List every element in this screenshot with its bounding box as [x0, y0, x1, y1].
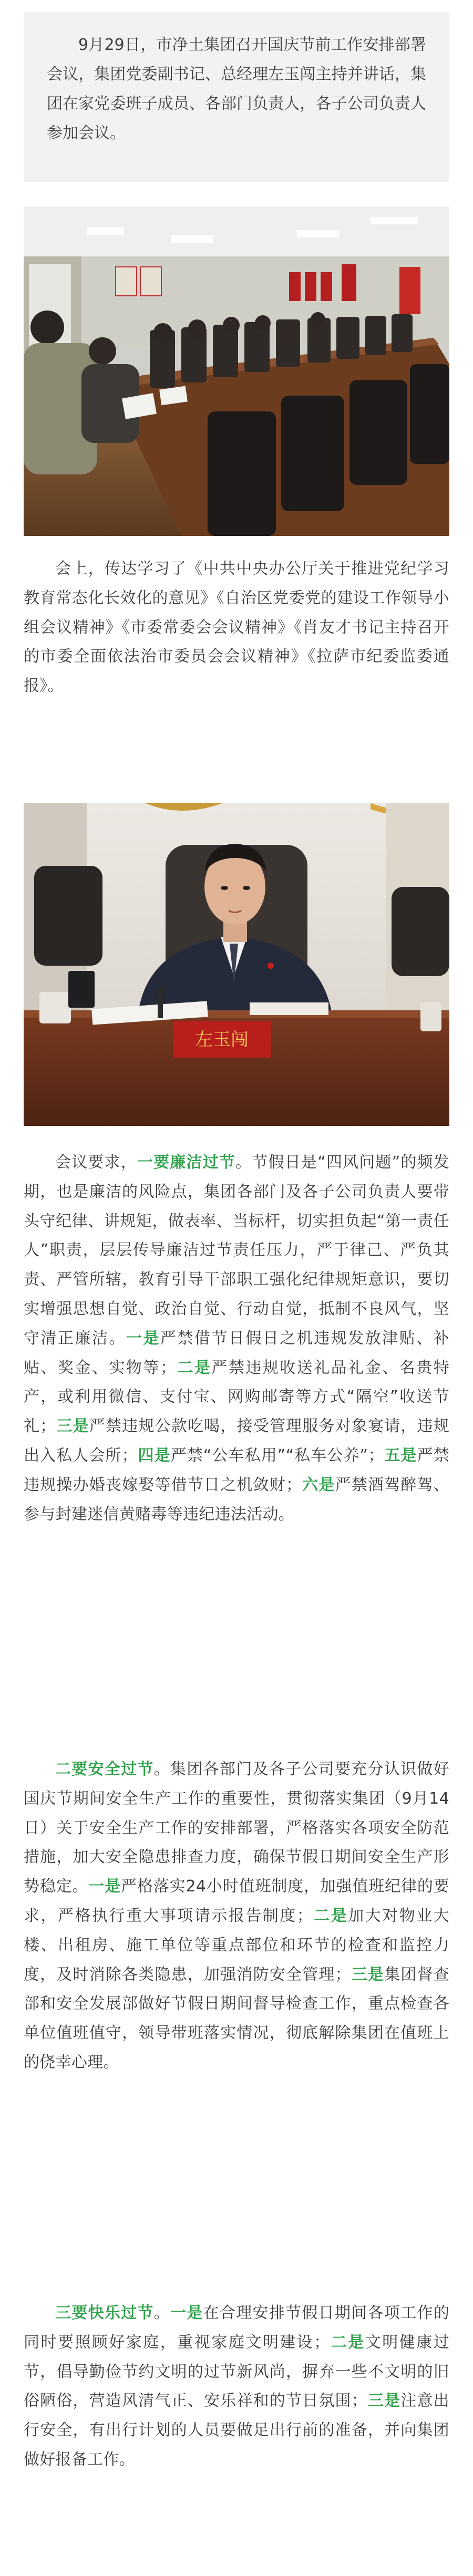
para4-text-3: 文明健康过节，倡导勤俭节约文明的过节新风尚，摒弃一些不文明的旧俗陋俗，营造风清气正、安乐祥和的节日氛围；	[24, 2333, 449, 2411]
paragraph-happy	[24, 2299, 449, 2475]
nameplate-text: 左玉闯	[195, 1029, 249, 1050]
speaker-photo	[24, 803, 449, 1126]
para2-text-2: 严禁借节日假日之机违规发放津贴、补贴、奖金、实物等；	[24, 1329, 449, 1377]
para2-text-5: 严禁“公车私用”“私车公养”；	[170, 1446, 384, 1465]
para3-text-4: 集团督查部和安全发展部做好节假日期间督导检查工作，重点检查各单位值班值守，领导带班落实情况，彻底解除集团在值班上的侥幸心理。	[24, 1965, 450, 2072]
safety-point-3: 三是	[351, 1965, 385, 1984]
heading-integrity: 一要廉洁过节	[137, 1153, 236, 1172]
paragraph-safety	[24, 1755, 449, 2077]
intro-card	[24, 12, 449, 182]
intro-text: 9月29日，市净土集团召开国庆节前工作安排部署会议，集团党委副书记、总经理左玉闯主持并讲话，集团在家党委班子成员、各部门负责人，各子公司负责人参加会议。	[47, 36, 426, 142]
point-4: 四是	[137, 1446, 171, 1465]
point-5: 五是	[384, 1446, 417, 1465]
safety-point-2: 二是	[313, 1906, 348, 1925]
point-6: 六是	[302, 1475, 335, 1494]
meeting-photo	[24, 206, 449, 536]
paragraph-study: 会上，传达学习了《中共中央办公厅关于推进党纪学习教育常态化长效化的意见》《自治区党委党的建设工作领导小组会议精神》《市委常委会会议精神》《肖友才书记主持召开的市委全面依法治市委员会会议精神》《拉萨市纪委监委通报》。	[24, 560, 449, 696]
heading-safety: 二要安全过节	[55, 1760, 154, 1778]
para3-text-3: 加大对物业大楼、出租房、施工单位等重点部位和环节的检查和监控力度，及时消除各类隐患，加强消防安全管理；	[24, 1906, 449, 1984]
happy-point-1: 一是	[170, 2304, 203, 2322]
happy-point-2: 二是	[330, 2333, 365, 2352]
happy-point-3: 三是	[367, 2392, 401, 2411]
para3-text-1: 。集团各部门及各子公司要充分认识做好国庆节期间安全生产工作的重要性，贯彻落实集团（9月14日）关于安全生产工作的安排部署，严格落实各项安全防范措施，加大安全隐患排查力度，确保节假日期间安全生产形势稳定。	[24, 1760, 449, 1896]
para2-text-4: 严禁违规公款吃喝，接受管理服务对象宴请，违规出入私人会所；	[24, 1417, 449, 1465]
para4-text-1: 。	[153, 2304, 171, 2322]
para4-text-4: 注意出行安全，有出行计划的人员要做足出行前的准备，并向集团做好报备工作。	[24, 2392, 449, 2469]
para3-text-2: 严格落实24小时值班制度，加强值班纪律的要求，严格执行重大事项请示报告制度；	[24, 1877, 449, 1925]
heading-happy: 三要快乐过节	[55, 2304, 154, 2322]
para2-text-6: 严禁违规操办婚丧嫁娶等借节日之机敛财；	[24, 1446, 450, 1494]
para4-text-2: 在合理安排节假日期间各项工作的同时要照顾好家庭，重视家庭文明建设；	[24, 2304, 449, 2352]
para2-text-3: 严禁违规收送礼品礼金、名贵特产，或利用微信、支付宝、网购邮寄等方式“隔空”收送节礼；	[24, 1358, 450, 1436]
point-2: 二是	[176, 1358, 212, 1377]
safety-point-1: 一是	[88, 1877, 121, 1896]
para2-text-1: 。节假日是“四风问题”的频发期，也是廉洁的风险点，集团各部门及各子公司负责人要带头守纪律、讲规矩，做表率、当标杆，切实担负起“第一责任人”职责，层层传导廉洁过节责任压力，严于律己、严负其责、严管所辖，教育引导干部职工强化纪律规矩意识，要切实增强思想自觉、政治自觉、行动自觉，抵制不良风气，坚守清正廉洁。	[24, 1153, 449, 1348]
point-1: 一是	[126, 1329, 160, 1348]
para2-text-7: 严禁酒驾醉驾、参与封建迷信黄赌毒等违纪违法活动。	[24, 1475, 449, 1524]
meeting-room-image	[24, 206, 449, 536]
point-3: 三是	[56, 1417, 89, 1436]
speaker-image	[24, 803, 449, 1126]
para2-lead: 会议要求，	[55, 1153, 137, 1172]
paragraph-integrity	[24, 1148, 449, 1529]
